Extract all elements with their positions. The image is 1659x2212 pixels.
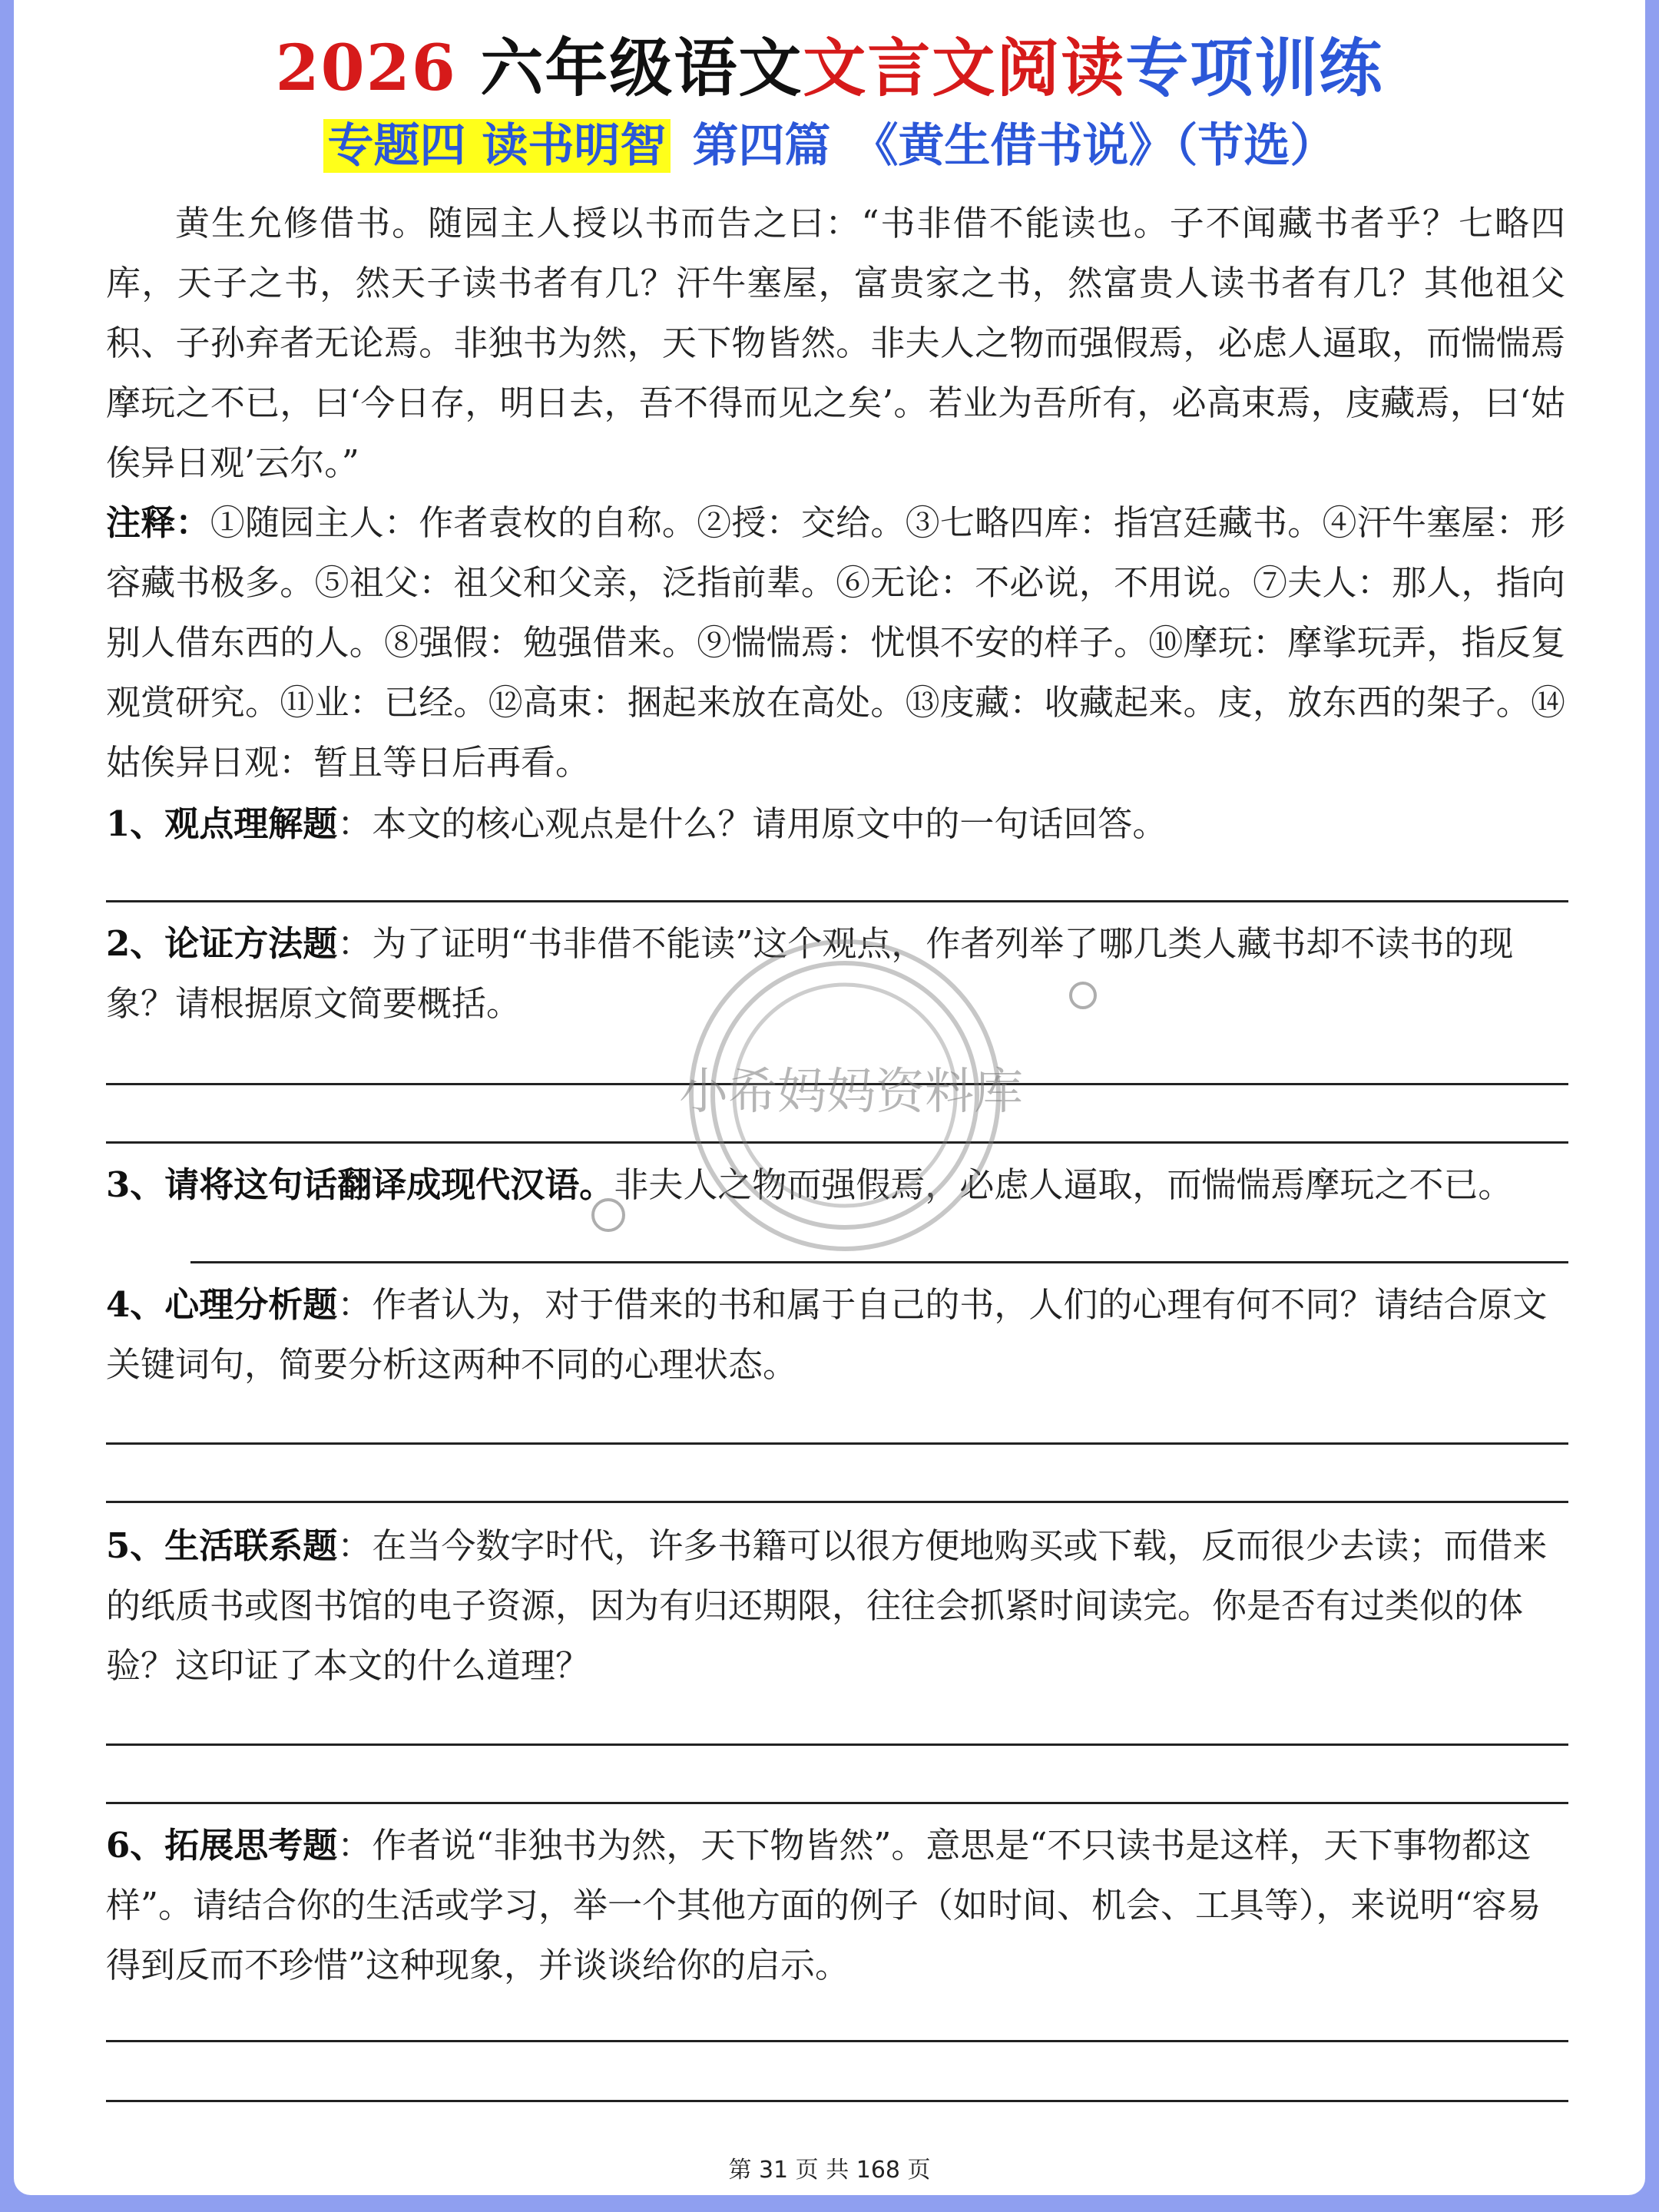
question-3	[106, 1155, 1565, 1215]
question-1-label: 1、观点理解题	[106, 803, 338, 844]
question-5	[106, 1516, 1565, 1696]
page-title	[14, 26, 1645, 111]
watermark-dot-icon	[591, 1198, 625, 1232]
question-3-label: 3、请将这句话翻译成现代汉语。	[106, 1164, 614, 1205]
subtitle-work: 《黄生借书说》（节选）	[852, 119, 1336, 173]
answer-line[interactable]	[106, 2100, 1568, 2102]
question-5-label: 5、生活联系题	[106, 1525, 338, 1566]
annotation-notes	[106, 493, 1565, 793]
question-6-text: ：作者说“非独书为然，天下物皆然”。意思是“不只读书是这样，天下事物都这样”。请结合你的生活或学习，举一个其他方面的例子（如时间、机会、工具等），来说明“容易得到反而不珍惜”这种现象，并谈谈给你的启示。	[106, 1825, 1541, 1985]
title-grade: 六年级语文	[456, 31, 803, 105]
question-5-text: ：在当今数字时代，许多书籍可以很方便地购买或下载，反而很少去读；而借来的纸质书或图书馆的电子资源，因为有归还期限，往往会抓紧时间读完。你是否有过类似的体验？这印证了本文的什么道理？	[106, 1525, 1548, 1686]
question-1	[106, 794, 1565, 854]
question-4-label: 4、心理分析题	[106, 1284, 338, 1325]
question-2	[106, 914, 1565, 1034]
answer-line[interactable]	[106, 1501, 1568, 1503]
page-number: 第 31 页 共 168 页	[728, 2157, 931, 2184]
question-2-text: ：为了证明“书非借不能读”这个观点，作者列举了哪几类人藏书却不读书的现象？请根据原文简要概括。	[106, 923, 1514, 1024]
subtitle-chapter: 第四篇	[692, 119, 831, 173]
question-2-label: 2、论证方法题	[106, 923, 338, 964]
answer-line[interactable]	[106, 1141, 1568, 1144]
question-1-text: ：本文的核心观点是什么？请用原文中的一句话回答。	[337, 803, 1167, 844]
classical-passage: 黄生允修借书。随园主人授以书而告之曰：“书非借不能读也。子不闻藏书者乎？七略四库，天子之书，然天子读书者有几？汗牛塞屋，富贵家之书，然富贵人读书者有几？其他祖父积、子孙弃者无论焉。非独书为然，天下物皆然。非夫人之物而强假焉，必虑人逼取，而惴惴焉摩玩之不已，曰‘今日存，明日去，吾不得而见之矣’。若业为吾所有，必高束焉，庋藏焉，曰‘姑俟异日观’云尔。”	[106, 203, 1565, 483]
question-6-label: 6、拓展思考题	[106, 1825, 338, 1866]
title-topic: 文言文阅读	[803, 31, 1126, 105]
notes-label: 注释：	[106, 502, 210, 543]
title-year: 2026	[275, 31, 457, 105]
watermark-dot-icon	[1069, 982, 1097, 1009]
answer-line[interactable]	[106, 1802, 1568, 1804]
question-3-text: 非夫人之物而强假焉，必虑人逼取，而惴惴焉摩玩之不已。	[614, 1164, 1513, 1205]
page-subtitle	[14, 108, 1645, 184]
question-6	[106, 1816, 1565, 1995]
question-4-text: ：作者认为，对于借来的书和属于自己的书，人们的心理有何不同？请结合原文关键词句，简要分析这两种不同的心理状态。	[106, 1284, 1548, 1385]
title-training: 专项训练	[1125, 31, 1384, 105]
watermark-text: 小希妈妈资料库	[679, 1064, 1023, 1121]
worksheet-page	[14, 0, 1645, 2195]
answer-line[interactable]	[106, 900, 1568, 902]
notes-text: ①随园主人：作者袁枚的自称。②授：交给。③七略四库：指宫廷藏书。④汗牛塞屋：形容藏书极多。⑤祖父：祖父和父亲，泛指前辈。⑥无论：不必说，不用说。⑦夫人：那人，指向别人借东西的人。⑧强假：勉强借来。⑨惴惴焉：忧惧不安的样子。⑩摩玩：摩挲玩弄，指反复观赏研究。⑪业：已经。⑫高束：捆起来放在高处。⑬庋藏：收藏起来。庋，放东西的架子。⑭姑俟异日观：暂且等日后再看。	[106, 502, 1565, 783]
answer-line[interactable]	[106, 1442, 1568, 1445]
answer-line[interactable]	[106, 1743, 1568, 1746]
answer-line[interactable]	[190, 1261, 1568, 1263]
subtitle-theme: 专题四 读书明智	[323, 119, 671, 173]
answer-line[interactable]	[106, 2040, 1568, 2042]
question-4	[106, 1275, 1565, 1395]
